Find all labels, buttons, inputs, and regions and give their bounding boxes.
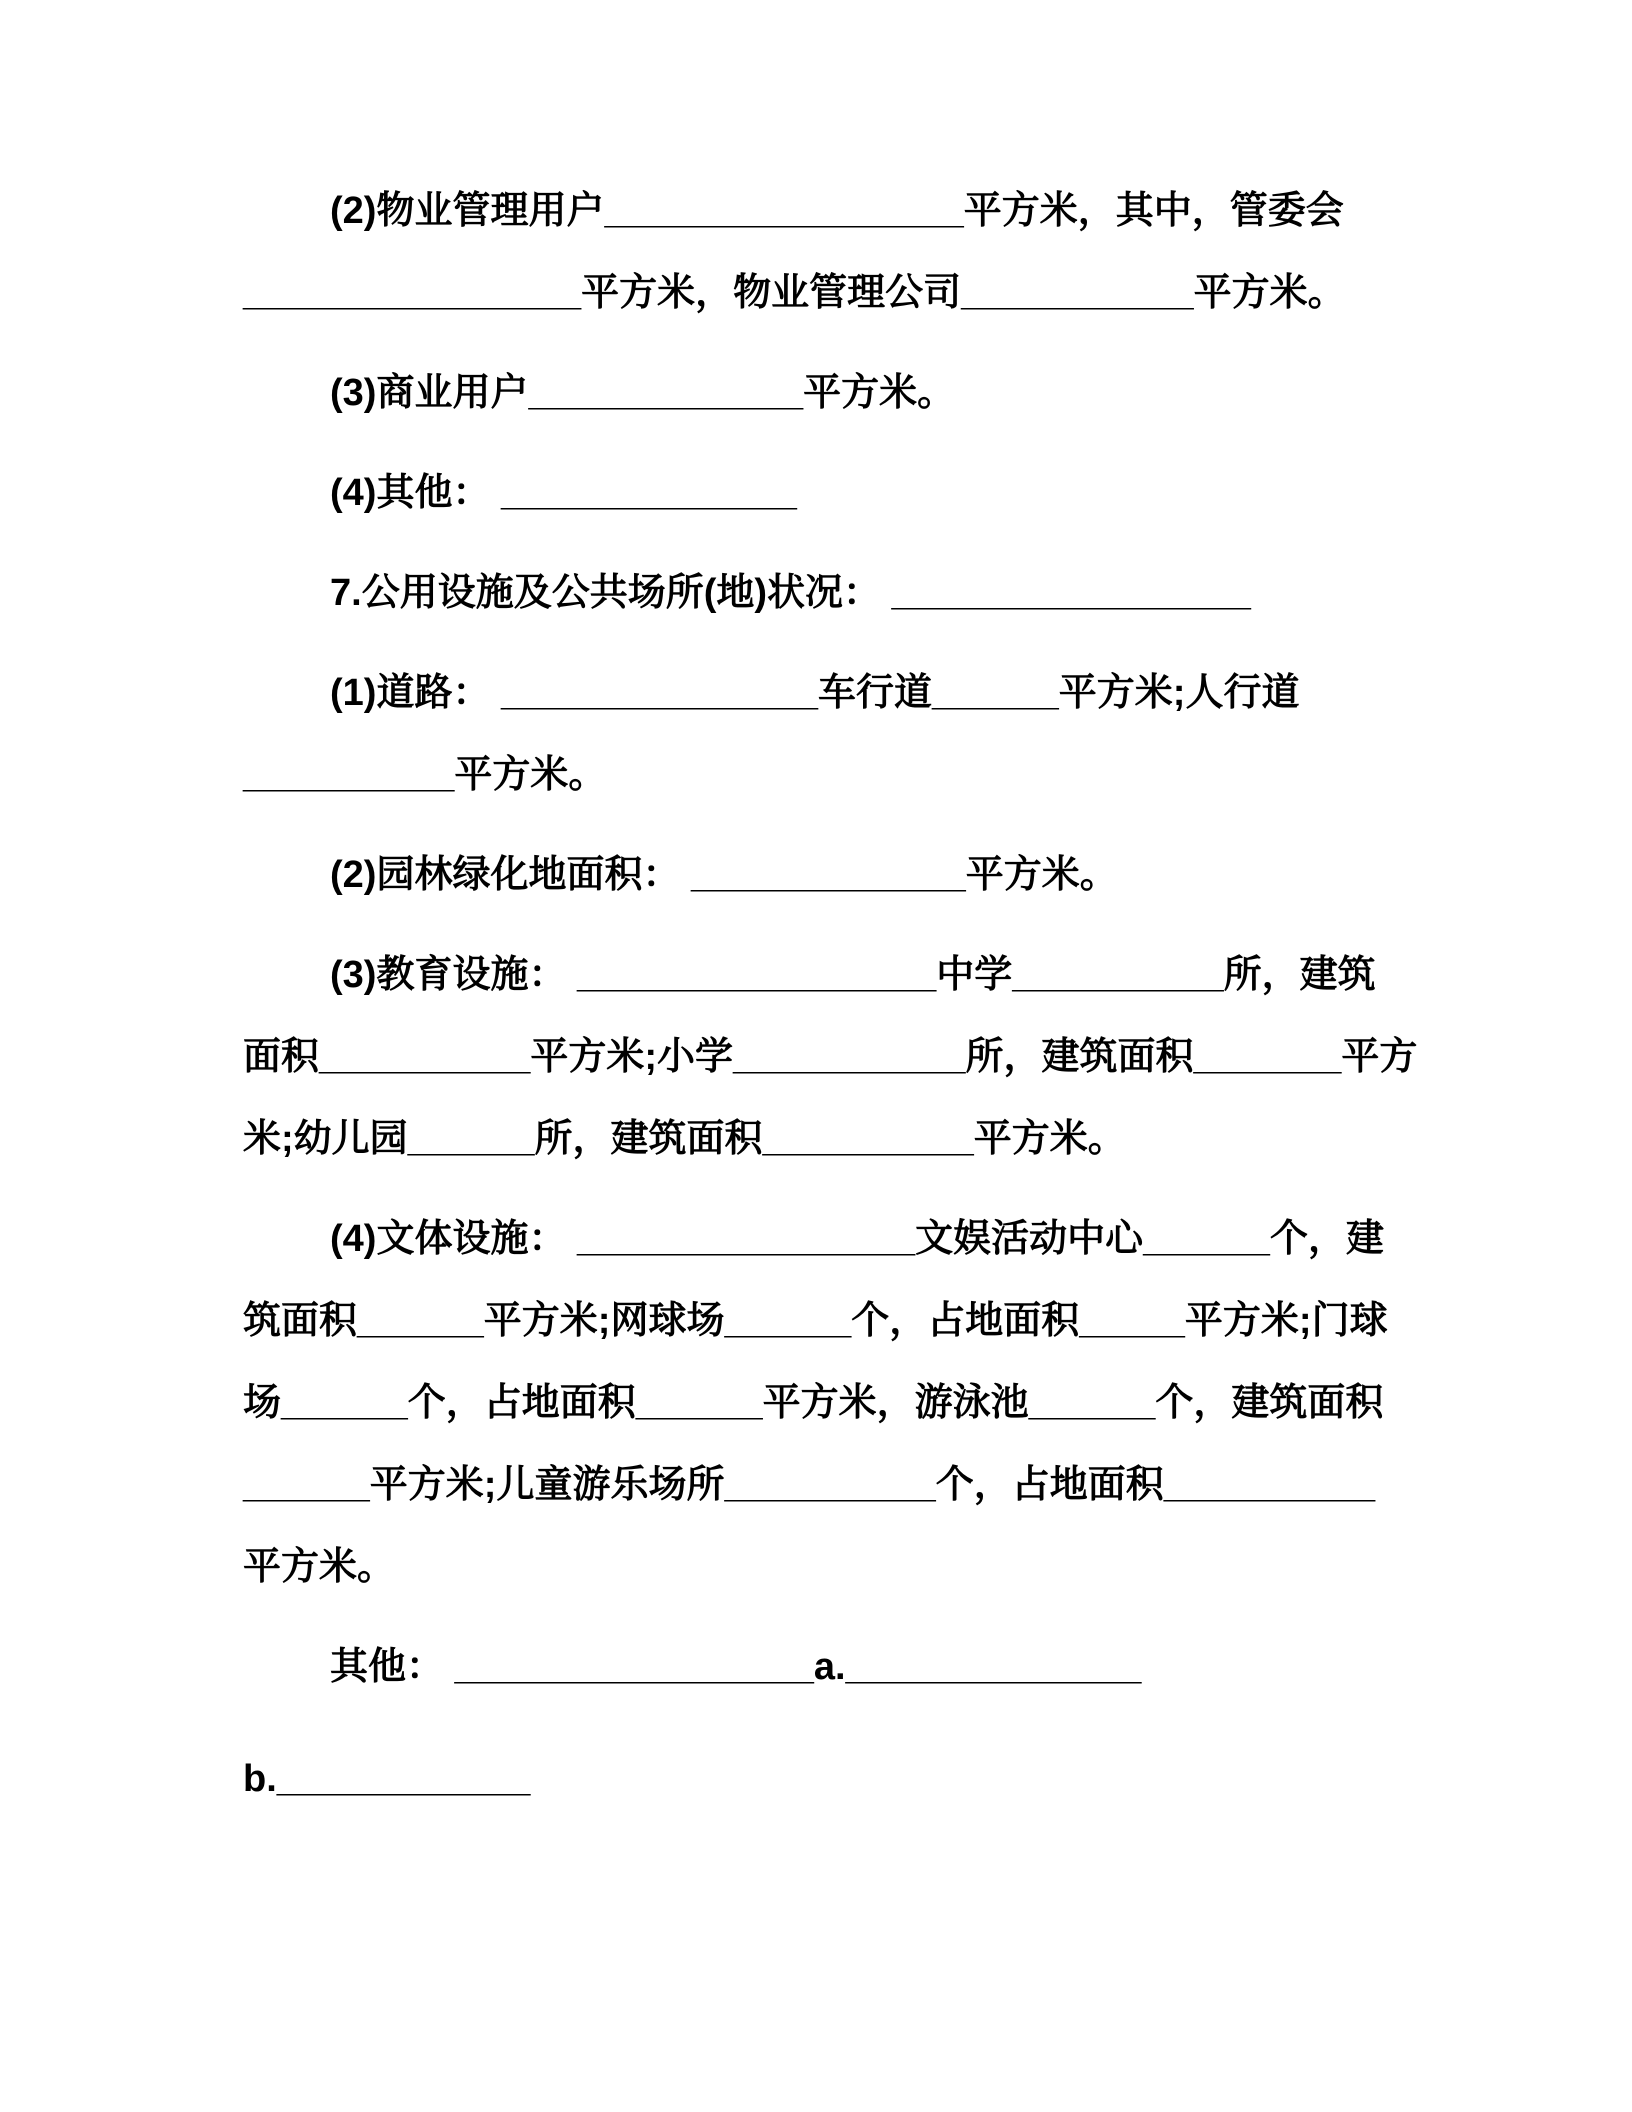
line-commercial-users: (3)商业用户_____________平方米。 <box>330 372 956 414</box>
line-culture-sports-cont-4: 平方米。 <box>243 1546 396 1588</box>
line-property-management-users: (2)物业管理用户_________________平方米，其中，管委会 <box>330 190 1344 232</box>
line-culture-sports-facilities: (4)文体设施： ________________文娱活动中心______个，建 <box>330 1218 1384 1260</box>
line-landscaping-area: (2)园林绿化地面积： _____________平方米。 <box>330 854 1118 896</box>
line-education-facilities-cont-2: 米;幼儿园______所，建筑面积__________平方米。 <box>243 1118 1126 1160</box>
line-property-management-users-cont: ________________平方米，物业管理公司___________平方米。 <box>243 272 1346 314</box>
line-other-item4: (4)其他： ______________ <box>330 472 797 514</box>
line-roads: (1)道路： _______________车行道______平方米;人行道 <box>330 672 1300 714</box>
line-public-facilities-heading: 7.公用设施及公共场所(地)状况： _________________ <box>330 572 1251 614</box>
line-culture-sports-cont-2: 场______个，占地面积______平方米，游泳池______个，建筑面积 <box>243 1382 1384 1424</box>
line-education-facilities: (3)教育设施： _________________中学__________所，建筑 <box>330 954 1376 996</box>
line-other-cont-b: b.____________ <box>243 1758 531 1800</box>
line-education-facilities-cont-1: 面积__________平方米;小学___________所，建筑面积_______平方 <box>243 1036 1418 1078</box>
line-culture-sports-cont-1: 筑面积______平方米;网球场______个，占地面积_____平方米;门球 <box>243 1300 1388 1342</box>
line-other: 其他： _________________a.______________ <box>330 1646 1142 1688</box>
line-roads-cont: __________平方米。 <box>243 754 607 796</box>
line-culture-sports-cont-3: ______平方米;儿童游乐场所__________个，占地面积__________ <box>243 1464 1376 1506</box>
